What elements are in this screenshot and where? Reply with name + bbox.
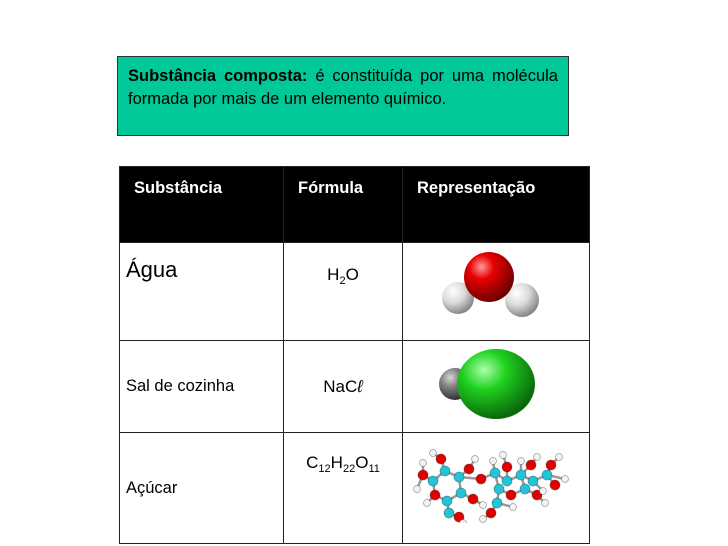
header-substancia: Substância <box>120 167 284 243</box>
formula-h2o <box>284 243 403 341</box>
sucrose-molecule <box>403 433 590 544</box>
definition-text: é constituída por uma molécula formada por mais de um elemento químico. <box>128 67 558 108</box>
formula-nacl <box>284 341 403 433</box>
substances-table <box>119 166 590 544</box>
water-molecule-image <box>403 243 590 318</box>
header-representacao: Representação <box>403 167 590 243</box>
formula-element: H <box>327 265 340 284</box>
formula-element: ℓ <box>357 376 363 396</box>
definition-term: Substância composta: <box>128 67 308 85</box>
formula-element: O <box>345 265 359 284</box>
formula-element: C <box>306 453 319 472</box>
substance-name-agua: Água <box>120 243 284 341</box>
substance-name-acucar: Açúcar <box>120 433 284 544</box>
formula-subscript: 11 <box>368 463 380 475</box>
substance-name-sal: Sal de cozinha <box>120 341 284 433</box>
definition-box <box>117 56 569 136</box>
formula-subscript: 22 <box>342 463 356 475</box>
table-row <box>120 341 590 433</box>
formula-subscript: 12 <box>318 463 331 475</box>
formula-element: O <box>355 453 369 472</box>
water-molecule <box>403 243 590 341</box>
header-formula: Fórmula <box>284 167 403 243</box>
sodium-chloride-molecule-image <box>403 341 590 432</box>
formula-element: H <box>330 453 343 472</box>
sucrose-molecule-image <box>403 433 590 523</box>
sodium-chloride-molecule <box>403 341 590 433</box>
table-header-row <box>120 167 590 243</box>
formula-element: NaC <box>323 376 358 396</box>
formula-sucrose <box>284 433 403 544</box>
table-row <box>120 433 590 544</box>
formula-subscript: 2 <box>339 275 346 287</box>
table-row <box>120 243 590 341</box>
